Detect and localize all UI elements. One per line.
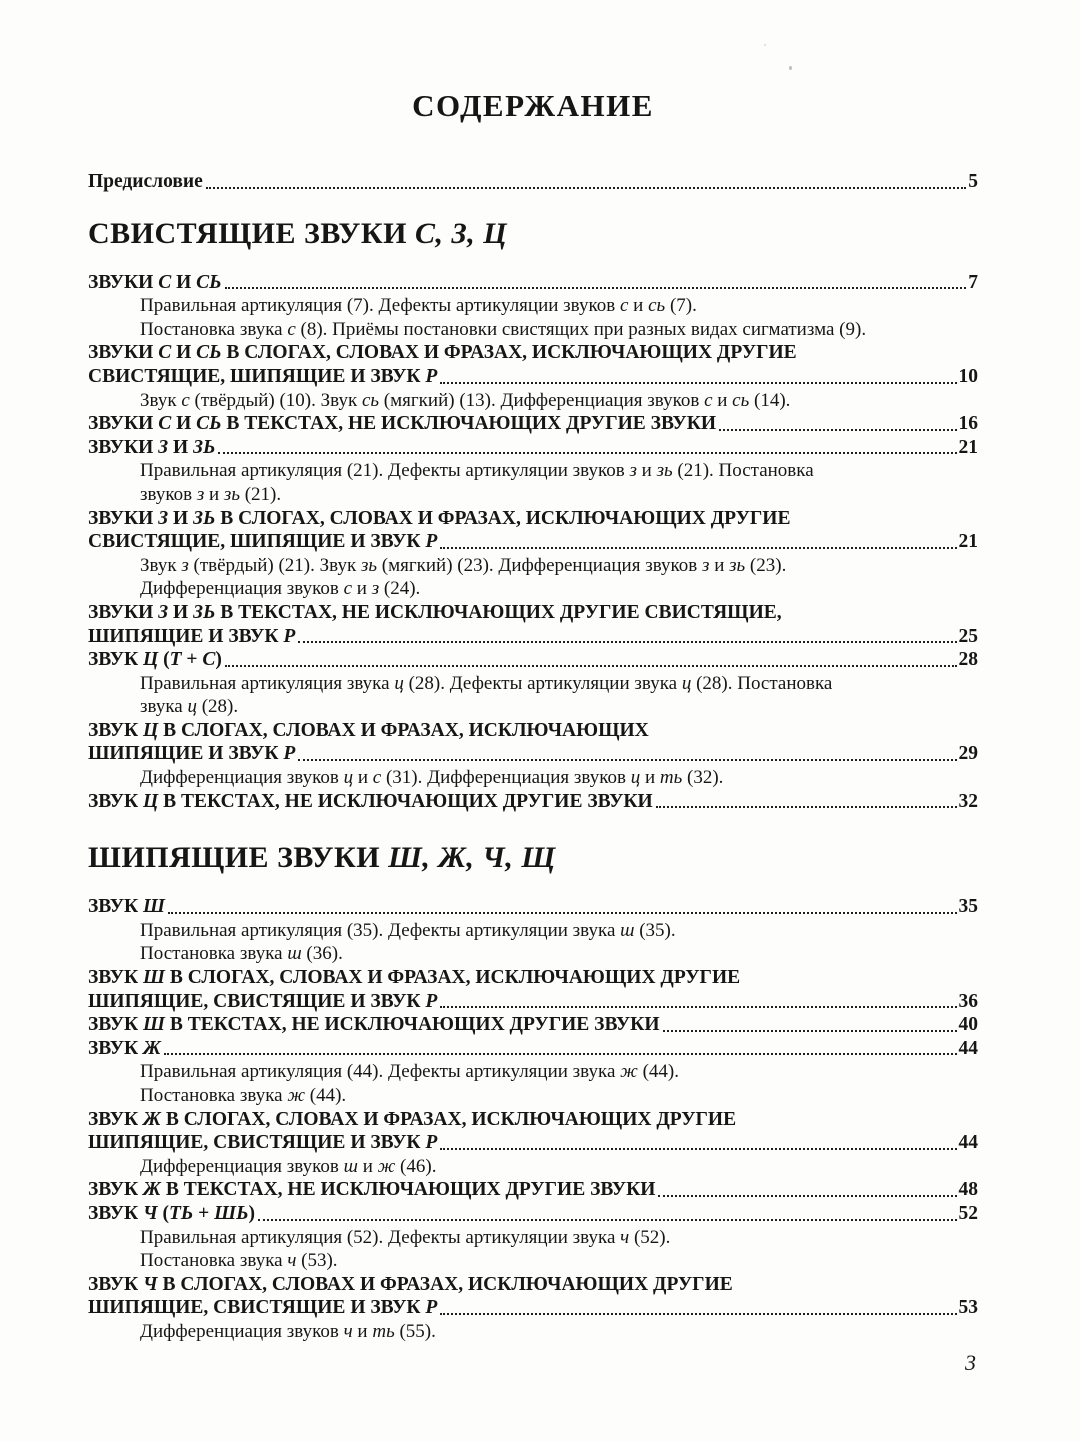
toc-entry-line <box>88 1037 978 1061</box>
toc-sub-line: Правильная артикуляция (35). Дефекты артикуляции звука ш (35). <box>140 919 676 941</box>
toc-sub-entry <box>88 1155 978 1179</box>
toc-sub-line: Дифференциация звуков ш и ж (46). <box>140 1155 437 1177</box>
toc-entry-line <box>88 1273 978 1297</box>
toc-entry-line <box>88 895 978 919</box>
scan-artifact <box>764 44 766 46</box>
dot-leader <box>719 429 956 431</box>
toc-entry <box>88 790 978 814</box>
toc-sub-entry <box>88 554 978 601</box>
toc-entry-line <box>88 601 978 625</box>
toc-entry <box>88 1037 978 1061</box>
toc-entry-text: ШИПЯЩИЕ И ЗВУК Р <box>88 743 296 765</box>
dot-leader <box>298 759 956 761</box>
page-ref: 36 <box>958 990 978 1012</box>
toc-entry-line <box>88 1131 978 1155</box>
page-ref: 52 <box>958 1202 978 1224</box>
page-ref: 35 <box>958 896 978 918</box>
toc-entry-text: ЗВУК Ц В СЛОГАХ, СЛОВАХ И ФРАЗАХ, ИСКЛЮЧАЮЩИХ <box>88 719 649 741</box>
toc-entry <box>88 1013 978 1037</box>
toc-entry-text: ШИПЯЩИЕ, СВИСТЯЩИЕ И ЗВУК Р <box>88 1297 438 1319</box>
dot-leader <box>206 187 966 189</box>
page-ref: 40 <box>958 1014 978 1036</box>
toc-entry-text: СВИСТЯЩИЕ, ШИПЯЩИЕ И ЗВУК Р <box>88 365 438 387</box>
toc-sub-line: звуков з и зь (21). <box>140 483 282 505</box>
toc-entry-text: ЗВУКИ С И СЬ В СЛОГАХ, СЛОВАХ И ФРАЗАХ, ИСКЛЮЧАЮЩИХ ДРУГИЕ <box>88 342 797 364</box>
dot-leader <box>440 547 956 549</box>
page-ref: 21 <box>958 436 978 458</box>
toc-sub-line: Дифференциация звуков ц и с (31). Дифференциация звуков ц и ть (32). <box>140 767 724 789</box>
page-ref: 10 <box>958 365 978 387</box>
toc-entry-text: ЗВУКИ С И СЬ <box>88 271 222 293</box>
toc-sub-line: Звук с (твёрдый) (10). Звук сь (мягкий) (13). Дифференциация звуков с и сь (14). <box>140 389 791 411</box>
toc-entry <box>88 895 978 919</box>
toc-entry-text: ШИПЯЩИЕ, СВИСТЯЩИЕ И ЗВУК Р <box>88 1132 438 1154</box>
toc-entry <box>88 966 978 1013</box>
dot-leader <box>440 1006 956 1008</box>
toc-sub-line: Постановка звука ч (53). <box>140 1250 338 1272</box>
toc-entry-text: ЗВУКИ З И ЗЬ В ТЕКСТАХ, НЕ ИСКЛЮЧАЮЩИХ ДРУГИЕ СВИСТЯЩИЕ, <box>88 601 782 623</box>
toc-sub-line: Правильная артикуляция (52). Дефекты артикуляции звука ч (52). <box>140 1226 671 1248</box>
toc-sub-entry <box>88 1226 978 1273</box>
toc-entry-line <box>88 507 978 531</box>
page-ref: 53 <box>958 1297 978 1319</box>
toc-sub-entry <box>88 672 978 719</box>
dot-leader <box>225 287 967 289</box>
toc-sub-line: Постановка звука ш (36). <box>140 943 343 965</box>
toc-entry-text: ШИПЯЩИЕ, СВИСТЯЩИЕ И ЗВУК Р <box>88 990 438 1012</box>
toc-entry <box>88 648 978 672</box>
toc-entry-text: ЗВУК Ш В ТЕКСТАХ, НЕ ИСКЛЮЧАЮЩИХ ДРУГИЕ ЗВУКИ <box>88 1014 660 1036</box>
dot-leader <box>164 1053 957 1055</box>
toc-entry-line <box>88 1013 978 1037</box>
toc <box>88 170 978 1344</box>
page-ref: 44 <box>958 1132 978 1154</box>
toc-entry-line <box>88 271 978 295</box>
toc-entry <box>88 1178 978 1202</box>
page-number: 3 <box>965 1350 976 1375</box>
dot-leader <box>218 452 956 454</box>
toc-entry-line <box>88 1108 978 1132</box>
toc-entry-text: ЗВУК Ж В ТЕКСТАХ, НЕ ИСКЛЮЧАЮЩИХ ДРУГИЕ ЗВУКИ <box>88 1179 656 1201</box>
toc-entry <box>88 170 978 194</box>
toc-sub-line: Правильная артикуляция (44). Дефекты артикуляции звука ж (44). <box>140 1061 679 1083</box>
toc-sub-entry <box>88 1320 978 1344</box>
toc-page <box>88 0 978 1344</box>
dot-leader <box>440 382 956 384</box>
page-ref: 32 <box>958 790 978 812</box>
toc-entry-line <box>88 1202 978 1226</box>
toc-entry-text: ЗВУК Ц (Т + С) <box>88 649 222 671</box>
toc-entry-text: СВИСТЯЩИЕ, ШИПЯЩИЕ И ЗВУК Р <box>88 531 438 553</box>
page-ref: 44 <box>958 1037 978 1059</box>
dot-leader <box>656 806 957 808</box>
toc-entry <box>88 1108 978 1155</box>
toc-entry-text: ЗВУКИ С И СЬ В ТЕКСТАХ, НЕ ИСКЛЮЧАЮЩИХ ДРУГИЕ ЗВУКИ <box>88 413 717 435</box>
toc-entry <box>88 412 978 436</box>
toc-entry-text: ШИПЯЩИЕ И ЗВУК Р <box>88 625 296 647</box>
toc-entry-text: ЗВУК Ч В СЛОГАХ, СЛОВАХ И ФРАЗАХ, ИСКЛЮЧАЮЩИХ ДРУГИЕ <box>88 1273 733 1295</box>
toc-entry-line <box>88 530 978 554</box>
dot-leader <box>258 1219 957 1221</box>
toc-entry-line <box>88 742 978 766</box>
toc-sub-entry <box>88 1060 978 1107</box>
toc-entry <box>88 507 978 554</box>
toc-sub-entry <box>88 294 978 341</box>
page-ref: 28 <box>958 649 978 671</box>
toc-entry-text: ЗВУКИ З И ЗЬ <box>88 436 216 458</box>
toc-sub-line: Дифференциация звуков ч и ть (55). <box>140 1320 436 1342</box>
toc-sub-line: Постановка звука с (8). Приёмы постановки свистящих при разных видах сигматизма (9). <box>140 318 867 340</box>
toc-entry-text: ЗВУК Ч (ТЬ + ШЬ) <box>88 1202 255 1224</box>
page-ref: 48 <box>958 1179 978 1201</box>
dot-leader <box>298 641 956 643</box>
toc-entry-line <box>88 790 978 814</box>
toc-entry-line <box>88 412 978 436</box>
toc-sub-entry <box>88 389 978 413</box>
dot-leader <box>658 1195 956 1197</box>
toc-entry-line <box>88 1178 978 1202</box>
dot-leader <box>168 912 956 914</box>
toc-entry-line <box>88 966 978 990</box>
page-title: СОДЕРЖАНИЕ <box>412 88 654 123</box>
toc-entry-line <box>88 170 978 194</box>
toc-sub-entry <box>88 919 978 966</box>
dot-leader <box>440 1313 956 1315</box>
toc-entry-text: ЗВУКИ З И ЗЬ В СЛОГАХ, СЛОВАХ И ФРАЗАХ, ИСКЛЮЧАЮЩИХ ДРУГИЕ <box>88 507 791 529</box>
toc-sub-line: Постановка звука ж (44). <box>140 1085 347 1106</box>
page-ref: 29 <box>958 743 978 765</box>
toc-entry <box>88 719 978 766</box>
toc-entry-text: ЗВУК Ш <box>88 896 166 918</box>
page-ref: 25 <box>958 625 978 647</box>
toc-entry <box>88 341 978 388</box>
toc-sub-line: Правильная артикуляция (7). Дефекты артикуляции звуков с и сь (7). <box>140 295 697 317</box>
toc-sub-line: Дифференциация звуков с и з (24). <box>140 578 421 600</box>
toc-entry-text: ЗВУК Ж В СЛОГАХ, СЛОВАХ И ФРАЗАХ, ИСКЛЮЧАЮЩИХ ДРУГИЕ <box>88 1108 737 1130</box>
toc-sub-line: звука ц (28). <box>140 696 239 718</box>
dot-leader <box>663 1030 957 1032</box>
dot-leader <box>440 1148 956 1150</box>
toc-entry-line <box>88 436 978 460</box>
toc-entry <box>88 601 978 648</box>
toc-entry-text: ЗВУК Ц В ТЕКСТАХ, НЕ ИСКЛЮЧАЮЩИХ ДРУГИЕ ЗВУКИ <box>88 790 653 812</box>
toc-entry <box>88 1273 978 1320</box>
toc-entry-line <box>88 341 978 365</box>
toc-entry-text: Предисловие <box>88 171 203 192</box>
page-ref: 7 <box>968 271 978 293</box>
toc-entry-line <box>88 990 978 1014</box>
toc-entry-text: ЗВУК Ж <box>88 1037 161 1059</box>
toc-entry <box>88 1202 978 1226</box>
toc-entry-text: ЗВУК Ш В СЛОГАХ, СЛОВАХ И ФРАЗАХ, ИСКЛЮЧАЮЩИХ ДРУГИЕ <box>88 967 741 989</box>
dot-leader <box>225 665 957 667</box>
toc-entry <box>88 436 978 460</box>
scan-artifact <box>789 66 792 70</box>
toc-entry-line <box>88 1296 978 1320</box>
toc-sub-entry <box>88 459 978 506</box>
toc-sub-entry <box>88 766 978 790</box>
toc-sub-line: Правильная артикуляция (21). Дефекты артикуляции звуков з и зь (21). Постановка <box>140 460 814 482</box>
toc-entry-line <box>88 365 978 389</box>
toc-sub-line: Звук з (твёрдый) (21). Звук зь (мягкий) (23). Дифференциация звуков з и зь (23). <box>140 554 787 576</box>
section-heading: ШИПЯЩИЕ ЗВУКИ Ш, Ж, Ч, Щ <box>88 841 556 875</box>
toc-entry <box>88 271 978 295</box>
section-heading: СВИСТЯЩИЕ ЗВУКИ С, З, Ц <box>88 216 508 250</box>
toc-entry-line <box>88 625 978 649</box>
page-ref: 5 <box>968 171 978 192</box>
toc-entry-line <box>88 648 978 672</box>
page-ref: 16 <box>958 413 978 435</box>
toc-entry-line <box>88 719 978 743</box>
page-ref: 21 <box>958 531 978 553</box>
toc-sub-line: Правильная артикуляция звука ц (28). Дефекты артикуляции звука ц (28). Постановка <box>140 672 833 694</box>
